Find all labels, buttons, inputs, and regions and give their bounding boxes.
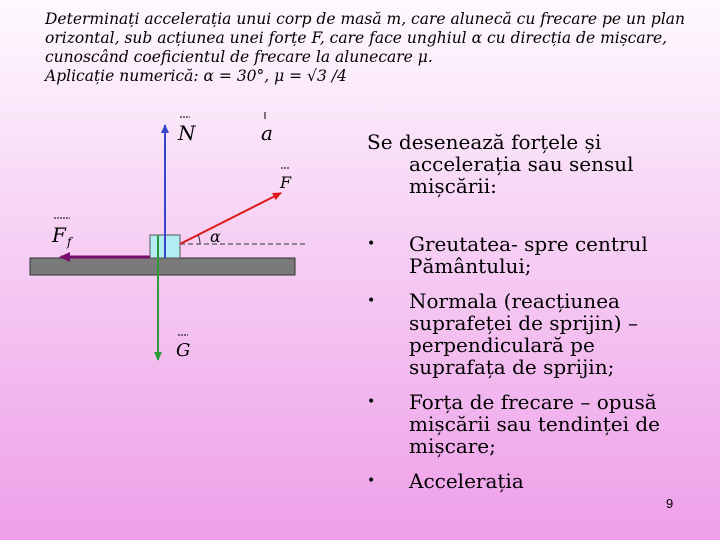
label-angle: α <box>210 227 221 246</box>
bullet-acceleration <box>367 470 697 492</box>
label-normal <box>177 117 197 145</box>
bullet-list <box>367 233 697 505</box>
horizontal-plane <box>30 258 295 275</box>
heading-line-1: Se desenează forțele și <box>367 130 602 154</box>
force-diagram <box>0 100 360 380</box>
svg-text:a: a <box>261 121 273 145</box>
bullet-normal-line-1: Normala (reacțiunea <box>409 289 620 313</box>
bullet-friction-line-2: mișcării sau tendinței de <box>409 412 660 436</box>
svg-text:f: f <box>67 235 72 249</box>
bullet-dot: • <box>367 293 376 309</box>
svg-text:G: G <box>176 340 191 361</box>
problem-line-1: Determinați accelerația unui corp de masă m, care alunecă cu frecare pe un plan <box>45 10 686 28</box>
bullet-dot: • <box>367 236 376 252</box>
page-number: 9 <box>666 496 674 511</box>
bullet-friction <box>367 391 697 457</box>
bullet-dot: • <box>367 394 376 410</box>
bullet-normal-line-4: suprafața de sprijin; <box>409 355 615 379</box>
label-gravity <box>176 335 190 361</box>
label-force <box>279 168 292 192</box>
angle-arc <box>198 235 200 244</box>
label-acceleration <box>261 112 273 145</box>
numeric-application: Aplicație numerică: α = 30°, μ = √3 /4 <box>45 67 347 85</box>
bullet-acceleration-line-1: Accelerația <box>409 469 524 493</box>
explanation-heading <box>367 131 697 197</box>
label-friction <box>51 218 74 249</box>
problem-line-2: orizontal, sub acțiunea unei forțe F, care face unghiul α cu direcția de mișcare, <box>45 29 668 47</box>
bullet-weight-line-2: Pământului; <box>409 254 532 278</box>
bullet-dot: • <box>367 473 376 489</box>
problem-line-3: cunoscând coeficientul de frecare la alunecare μ. <box>45 48 433 66</box>
bullet-weight <box>367 233 697 277</box>
heading-line-2: accelerația sau sensul <box>409 152 634 176</box>
bullet-friction-line-1: Forța de frecare – opusă <box>409 390 657 414</box>
bullet-normal-line-2: suprafeței de sprijin) – <box>409 311 638 335</box>
heading-line-3: mișcării: <box>409 174 497 198</box>
svg-text:F: F <box>52 223 66 247</box>
svg-text:N: N <box>178 121 196 145</box>
bullet-friction-line-3: mișcare; <box>409 434 496 458</box>
svg-text:F: F <box>280 173 292 192</box>
problem-statement <box>45 10 705 86</box>
bullet-normal-line-3: perpendiculară pe <box>409 333 595 357</box>
bullet-normal <box>367 290 697 378</box>
bullet-weight-line-1: Greutatea- spre centrul <box>409 232 648 256</box>
applied-force-arrow <box>180 193 281 244</box>
